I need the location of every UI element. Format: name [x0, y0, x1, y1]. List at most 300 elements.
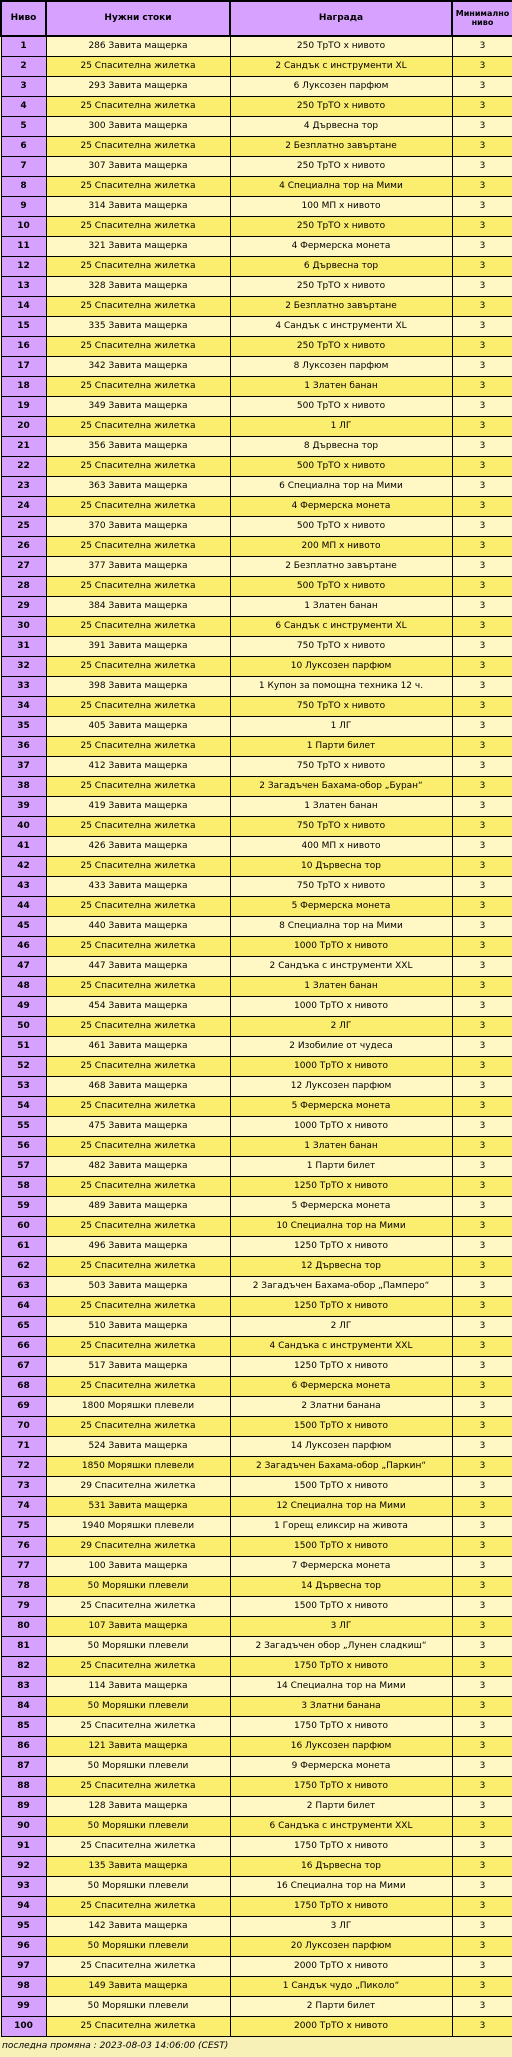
cell-level: 50 [1, 1016, 46, 1036]
cell-needed-goods: 121 Завита мащерка [46, 1736, 230, 1756]
cell-level: 12 [1, 256, 46, 276]
cell-reward: 1 ЛГ [230, 716, 452, 736]
cell-min-level: 3 [452, 236, 512, 256]
cell-reward: 1 Златен банан [230, 596, 452, 616]
cell-reward: 1 Златен банан [230, 376, 452, 396]
cell-needed-goods: 25 Спасителна жилетка [46, 136, 230, 156]
cell-reward: 1500 ТрТО х нивото [230, 1416, 452, 1436]
cell-level: 53 [1, 1076, 46, 1096]
cell-reward: 2 Златни банана [230, 1396, 452, 1416]
table-row [1, 136, 512, 156]
cell-needed-goods: 25 Спасителна жилетка [46, 1296, 230, 1316]
cell-needed-goods: 25 Спасителна жилетка [46, 336, 230, 356]
cell-min-level: 3 [452, 1836, 512, 1856]
table-row [1, 416, 512, 436]
table-row [1, 1416, 512, 1436]
cell-min-level: 3 [452, 1376, 512, 1396]
cell-needed-goods: 50 Моряшки плевели [46, 1696, 230, 1716]
table-row [1, 1876, 512, 1896]
cell-level: 35 [1, 716, 46, 736]
cell-needed-goods: 25 Спасителна жилетка [46, 176, 230, 196]
cell-min-level: 3 [452, 256, 512, 276]
cell-reward: 5 Фермерска монета [230, 1196, 452, 1216]
cell-min-level: 3 [452, 456, 512, 476]
table-row [1, 1276, 512, 1296]
cell-needed-goods: 489 Завита мащерка [46, 1196, 230, 1216]
cell-needed-goods: 335 Завита мащерка [46, 316, 230, 336]
cell-min-level: 3 [452, 1516, 512, 1536]
cell-reward: 500 ТрТО х нивото [230, 456, 452, 476]
table-row [1, 936, 512, 956]
cell-level: 86 [1, 1736, 46, 1756]
cell-level: 98 [1, 1976, 46, 1996]
table-row [1, 1736, 512, 1756]
cell-needed-goods: 25 Спасителна жилетка [46, 1596, 230, 1616]
cell-needed-goods: 314 Завита мащерка [46, 196, 230, 216]
cell-reward: 8 Специална тор на Мими [230, 916, 452, 936]
cell-reward: 1750 ТрТО х нивото [230, 1656, 452, 1676]
cell-needed-goods: 517 Завита мащерка [46, 1356, 230, 1376]
cell-level: 43 [1, 876, 46, 896]
cell-needed-goods: 377 Завита мащерка [46, 556, 230, 576]
table-row [1, 996, 512, 1016]
cell-level: 47 [1, 956, 46, 976]
cell-reward: 5 Фермерска монета [230, 896, 452, 916]
cell-min-level: 3 [452, 1016, 512, 1036]
cell-needed-goods: 412 Завита мащерка [46, 756, 230, 776]
table-row [1, 1336, 512, 1356]
table-row [1, 236, 512, 256]
cell-min-level: 3 [452, 1696, 512, 1716]
cell-level: 37 [1, 756, 46, 776]
cell-level: 66 [1, 1336, 46, 1356]
cell-needed-goods: 419 Завита мащерка [46, 796, 230, 816]
cell-reward: 1 Парти билет [230, 736, 452, 756]
cell-reward: 2 Загадъчен Бахама-обор „Паркин“ [230, 1456, 452, 1476]
table-row [1, 1816, 512, 1836]
cell-reward: 1750 ТрТО х нивото [230, 1836, 452, 1856]
cell-needed-goods: 25 Спасителна жилетка [46, 1656, 230, 1676]
cell-reward: 750 ТрТО х нивото [230, 636, 452, 656]
cell-level: 11 [1, 236, 46, 256]
table-row [1, 256, 512, 276]
cell-reward: 2 Сандък с инструменти XL [230, 56, 452, 76]
table-row [1, 1176, 512, 1196]
cell-level: 8 [1, 176, 46, 196]
table-row [1, 1636, 512, 1656]
cell-reward: 1 Златен банан [230, 976, 452, 996]
cell-needed-goods: 300 Завита мащерка [46, 116, 230, 136]
table-row [1, 436, 512, 456]
table-row [1, 316, 512, 336]
cell-needed-goods: 107 Завита мащерка [46, 1616, 230, 1636]
cell-reward: 1 Купон за помощна техника 12 ч. [230, 676, 452, 696]
cell-level: 93 [1, 1876, 46, 1896]
cell-min-level: 3 [452, 176, 512, 196]
table-row [1, 1576, 512, 1596]
cell-min-level: 3 [452, 1056, 512, 1076]
cell-min-level: 3 [452, 536, 512, 556]
cell-level: 97 [1, 1956, 46, 1976]
cell-min-level: 3 [452, 1896, 512, 1916]
cell-min-level: 3 [452, 1636, 512, 1656]
cell-level: 90 [1, 1816, 46, 1836]
table-row [1, 456, 512, 476]
cell-reward: 1750 ТрТО х нивото [230, 1896, 452, 1916]
cell-reward: 4 Дървесна тор [230, 116, 452, 136]
table-row [1, 1076, 512, 1096]
cell-reward: 4 Фермерска монета [230, 496, 452, 516]
cell-min-level: 3 [452, 1336, 512, 1356]
table-row [1, 896, 512, 916]
cell-min-level: 3 [452, 1616, 512, 1636]
cell-min-level: 3 [452, 916, 512, 936]
table-row [1, 1436, 512, 1456]
table-row [1, 1656, 512, 1676]
table-row [1, 2016, 512, 2036]
cell-needed-goods: 328 Завита мащерка [46, 276, 230, 296]
cell-level: 89 [1, 1796, 46, 1816]
cell-reward: 1 Златен банан [230, 1136, 452, 1156]
table-row [1, 1616, 512, 1636]
cell-min-level: 3 [452, 416, 512, 436]
cell-reward: 1500 ТрТО х нивото [230, 1596, 452, 1616]
cell-min-level: 3 [452, 76, 512, 96]
cell-needed-goods: 25 Спасителна жилетка [46, 216, 230, 236]
cell-reward: 12 Специална тор на Мими [230, 1496, 452, 1516]
cell-min-level: 3 [452, 936, 512, 956]
table-row [1, 1836, 512, 1856]
cell-level: 4 [1, 96, 46, 116]
cell-min-level: 3 [452, 56, 512, 76]
cell-reward: 250 ТрТО х нивото [230, 276, 452, 296]
cell-needed-goods: 25 Спасителна жилетка [46, 1016, 230, 1036]
cell-level: 87 [1, 1756, 46, 1776]
table-row [1, 876, 512, 896]
table-row [1, 216, 512, 236]
cell-needed-goods: 135 Завита мащерка [46, 1856, 230, 1876]
cell-needed-goods: 142 Завита мащерка [46, 1916, 230, 1936]
cell-level: 74 [1, 1496, 46, 1516]
cell-needed-goods: 461 Завита мащерка [46, 1036, 230, 1056]
cell-min-level: 3 [452, 1756, 512, 1776]
cell-level: 6 [1, 136, 46, 156]
cell-reward: 2 Загадъчен обор „Лунен сладкиш“ [230, 1636, 452, 1656]
cell-min-level: 3 [452, 1236, 512, 1256]
cell-needed-goods: 25 Спасителна жилетка [46, 1256, 230, 1276]
cell-reward: 1 ЛГ [230, 416, 452, 436]
cell-reward: 2 Безплатно завъртане [230, 296, 452, 316]
cell-needed-goods: 25 Спасителна жилетка [46, 1336, 230, 1356]
cell-needed-goods: 25 Спасителна жилетка [46, 1836, 230, 1856]
cell-reward: 1250 ТрТО х нивото [230, 1176, 452, 1196]
cell-level: 100 [1, 2016, 46, 2036]
cell-needed-goods: 50 Моряшки плевели [46, 1996, 230, 2016]
cell-min-level: 3 [452, 1556, 512, 1576]
cell-min-level: 3 [452, 1676, 512, 1696]
cell-level: 94 [1, 1896, 46, 1916]
cell-needed-goods: 286 Завита мащерка [46, 36, 230, 56]
cell-reward: 9 Фермерска монета [230, 1756, 452, 1776]
cell-min-level: 3 [452, 756, 512, 776]
cell-min-level: 3 [452, 136, 512, 156]
cell-reward: 1500 ТрТО х нивото [230, 1476, 452, 1496]
cell-min-level: 3 [452, 1776, 512, 1796]
cell-min-level: 3 [452, 196, 512, 216]
cell-needed-goods: 25 Спасителна жилетка [46, 1096, 230, 1116]
cell-level: 57 [1, 1156, 46, 1176]
cell-min-level: 3 [452, 616, 512, 636]
cell-reward: 14 Специална тор на Мими [230, 1676, 452, 1696]
cell-reward: 10 Специална тор на Мими [230, 1216, 452, 1236]
last-modified-text: последна промяна : 2023-08-03 14:06:00 (CEST) [2, 2040, 229, 2051]
table-row [1, 696, 512, 716]
cell-reward: 2 Сандъка с инструменти XXL [230, 956, 452, 976]
cell-reward: 6 Фермерска монета [230, 1376, 452, 1396]
cell-level: 19 [1, 396, 46, 416]
cell-level: 52 [1, 1056, 46, 1076]
cell-reward: 200 МП х нивото [230, 536, 452, 556]
cell-min-level: 3 [452, 1536, 512, 1556]
cell-min-level: 3 [452, 716, 512, 736]
cell-needed-goods: 433 Завита мащерка [46, 876, 230, 896]
cell-needed-goods: 25 Спасителна жилетка [46, 696, 230, 716]
table-row [1, 1916, 512, 1936]
table-row [1, 1856, 512, 1876]
cell-needed-goods: 1850 Моряшки плевели [46, 1456, 230, 1476]
cell-level: 51 [1, 1036, 46, 1056]
cell-min-level: 3 [452, 796, 512, 816]
cell-reward: 6 Специална тор на Мими [230, 476, 452, 496]
cell-needed-goods: 25 Спасителна жилетка [46, 1716, 230, 1736]
cell-min-level: 3 [452, 636, 512, 656]
cell-level: 5 [1, 116, 46, 136]
cell-reward: 250 ТрТО х нивото [230, 36, 452, 56]
cell-level: 78 [1, 1576, 46, 1596]
cell-level: 92 [1, 1856, 46, 1876]
cell-reward: 1000 ТрТО х нивото [230, 1116, 452, 1136]
cell-needed-goods: 29 Спасителна жилетка [46, 1536, 230, 1556]
table-row [1, 1376, 512, 1396]
cell-level: 67 [1, 1356, 46, 1376]
table-row [1, 1296, 512, 1316]
cell-min-level: 3 [452, 696, 512, 716]
cell-reward: 10 Луксозен парфюм [230, 656, 452, 676]
cell-needed-goods: 25 Спасителна жилетка [46, 2016, 230, 2036]
cell-needed-goods: 25 Спасителна жилетка [46, 1416, 230, 1436]
cell-level: 64 [1, 1296, 46, 1316]
table-row [1, 736, 512, 756]
cell-reward: 1500 ТрТО х нивото [230, 1536, 452, 1556]
cell-needed-goods: 321 Завита мащерка [46, 236, 230, 256]
cell-level: 76 [1, 1536, 46, 1556]
cell-min-level: 3 [452, 1416, 512, 1436]
cell-level: 95 [1, 1916, 46, 1936]
cell-level: 54 [1, 1096, 46, 1116]
cell-reward: 2000 ТрТО х нивото [230, 2016, 452, 2036]
cell-level: 72 [1, 1456, 46, 1476]
cell-level: 49 [1, 996, 46, 1016]
cell-needed-goods: 50 Моряшки плевели [46, 1636, 230, 1656]
cell-reward: 3 Златни банана [230, 1696, 452, 1716]
cell-level: 32 [1, 656, 46, 676]
cell-reward: 1750 ТрТО х нивото [230, 1716, 452, 1736]
cell-min-level: 3 [452, 1796, 512, 1816]
cell-min-level: 3 [452, 996, 512, 1016]
cell-reward: 3 ЛГ [230, 1616, 452, 1636]
cell-needed-goods: 25 Спасителна жилетка [46, 856, 230, 876]
cell-min-level: 3 [452, 1116, 512, 1136]
cell-needed-goods: 440 Завита мащерка [46, 916, 230, 936]
table-body [1, 36, 512, 2036]
cell-needed-goods: 363 Завита мащерка [46, 476, 230, 496]
cell-min-level: 3 [452, 1216, 512, 1236]
cell-needed-goods: 50 Моряшки плевели [46, 1816, 230, 1836]
cell-reward: 750 ТрТО х нивото [230, 876, 452, 896]
cell-reward: 4 Специална тор на Мими [230, 176, 452, 196]
table-row [1, 1896, 512, 1916]
cell-reward: 2 Безплатно завъртане [230, 136, 452, 156]
cell-level: 45 [1, 916, 46, 936]
table-row [1, 296, 512, 316]
cell-min-level: 3 [452, 296, 512, 316]
cell-reward: 1250 ТрТО х нивото [230, 1296, 452, 1316]
cell-needed-goods: 149 Завита мащерка [46, 1976, 230, 1996]
cell-needed-goods: 384 Завита мащерка [46, 596, 230, 616]
cell-min-level: 3 [452, 676, 512, 696]
cell-level: 17 [1, 356, 46, 376]
table-row [1, 1696, 512, 1716]
cell-level: 42 [1, 856, 46, 876]
cell-min-level: 3 [452, 1456, 512, 1476]
cell-reward: 250 ТрТО х нивото [230, 156, 452, 176]
cell-needed-goods: 50 Моряшки плевели [46, 1756, 230, 1776]
cell-level: 13 [1, 276, 46, 296]
table-row [1, 1096, 512, 1116]
cell-needed-goods: 25 Спасителна жилетка [46, 1056, 230, 1076]
cell-needed-goods: 25 Спасителна жилетка [46, 936, 230, 956]
column-header-min-level: Минимално ниво [452, 1, 512, 36]
cell-reward: 2 ЛГ [230, 1016, 452, 1036]
cell-reward: 750 ТрТО х нивото [230, 756, 452, 776]
cell-needed-goods: 475 Завита мащерка [46, 1116, 230, 1136]
cell-level: 36 [1, 736, 46, 756]
cell-level: 99 [1, 1996, 46, 2016]
cell-reward: 5 Фермерска монета [230, 1096, 452, 1116]
table-row [1, 1776, 512, 1796]
cell-needed-goods: 25 Спасителна жилетка [46, 576, 230, 596]
cell-needed-goods: 25 Спасителна жилетка [46, 816, 230, 836]
cell-level: 69 [1, 1396, 46, 1416]
cell-level: 31 [1, 636, 46, 656]
cell-needed-goods: 25 Спасителна жилетка [46, 976, 230, 996]
cell-min-level: 3 [452, 816, 512, 836]
cell-reward: 2000 ТрТО х нивото [230, 1956, 452, 1976]
table-row [1, 1196, 512, 1216]
cell-reward: 500 ТрТО х нивото [230, 576, 452, 596]
cell-reward: 16 Дървесна тор [230, 1856, 452, 1876]
cell-level: 65 [1, 1316, 46, 1336]
cell-reward: 6 Луксозен парфюм [230, 76, 452, 96]
cell-needed-goods: 25 Спасителна жилетка [46, 896, 230, 916]
cell-reward: 2 Парти билет [230, 1996, 452, 2016]
cell-level: 9 [1, 196, 46, 216]
table-row [1, 1956, 512, 1976]
table-row [1, 916, 512, 936]
cell-needed-goods: 25 Спасителна жилетка [46, 1376, 230, 1396]
cell-level: 44 [1, 896, 46, 916]
cell-level: 91 [1, 1836, 46, 1856]
cell-min-level: 3 [452, 1876, 512, 1896]
column-header-level: Ниво [1, 1, 46, 36]
table-row [1, 336, 512, 356]
cell-level: 18 [1, 376, 46, 396]
table-row [1, 1356, 512, 1376]
cell-level: 10 [1, 216, 46, 236]
cell-reward: 250 ТрТО х нивото [230, 96, 452, 116]
cell-needed-goods: 25 Спасителна жилетка [46, 296, 230, 316]
cell-reward: 250 ТрТО х нивото [230, 216, 452, 236]
table-row [1, 276, 512, 296]
cell-min-level: 3 [452, 216, 512, 236]
cell-level: 59 [1, 1196, 46, 1216]
cell-needed-goods: 25 Спасителна жилетка [46, 56, 230, 76]
table-row [1, 1496, 512, 1516]
table-row [1, 1936, 512, 1956]
cell-needed-goods: 25 Спасителна жилетка [46, 656, 230, 676]
table-row [1, 1136, 512, 1156]
cell-level: 85 [1, 1716, 46, 1736]
cell-reward: 1 Златен банан [230, 796, 452, 816]
cell-reward: 12 Луксозен парфюм [230, 1076, 452, 1096]
cell-level: 88 [1, 1776, 46, 1796]
column-header-needed-goods: Нужни стоки [46, 1, 230, 36]
cell-needed-goods: 25 Спасителна жилетка [46, 376, 230, 396]
cell-min-level: 3 [452, 1916, 512, 1936]
table-row [1, 76, 512, 96]
cell-min-level: 3 [452, 436, 512, 456]
cell-reward: 250 ТрТО х нивото [230, 336, 452, 356]
cell-min-level: 3 [452, 336, 512, 356]
cell-level: 40 [1, 816, 46, 836]
cell-needed-goods: 503 Завита мащерка [46, 1276, 230, 1296]
cell-reward: 1 Горещ еликсир на живота [230, 1516, 452, 1536]
cell-min-level: 3 [452, 276, 512, 296]
table-header [1, 1, 512, 36]
cell-min-level: 3 [452, 116, 512, 136]
cell-needed-goods: 426 Завита мащерка [46, 836, 230, 856]
cell-reward: 1250 ТрТО х нивото [230, 1236, 452, 1256]
cell-reward: 2 ЛГ [230, 1316, 452, 1336]
table-row [1, 516, 512, 536]
cell-min-level: 3 [452, 2016, 512, 2036]
cell-needed-goods: 405 Завита мащерка [46, 716, 230, 736]
cell-reward: 1000 ТрТО х нивото [230, 1056, 452, 1076]
table-row [1, 1216, 512, 1236]
cell-reward: 16 Луксозен парфюм [230, 1736, 452, 1756]
cell-min-level: 3 [452, 1156, 512, 1176]
cell-needed-goods: 482 Завита мащерка [46, 1156, 230, 1176]
cell-needed-goods: 447 Завита мащерка [46, 956, 230, 976]
cell-min-level: 3 [452, 656, 512, 676]
cell-level: 25 [1, 516, 46, 536]
cell-min-level: 3 [452, 736, 512, 756]
cell-reward: 4 Сандък с инструменти XL [230, 316, 452, 336]
cell-min-level: 3 [452, 1976, 512, 1996]
cell-level: 41 [1, 836, 46, 856]
cell-level: 16 [1, 336, 46, 356]
cell-min-level: 3 [452, 1176, 512, 1196]
